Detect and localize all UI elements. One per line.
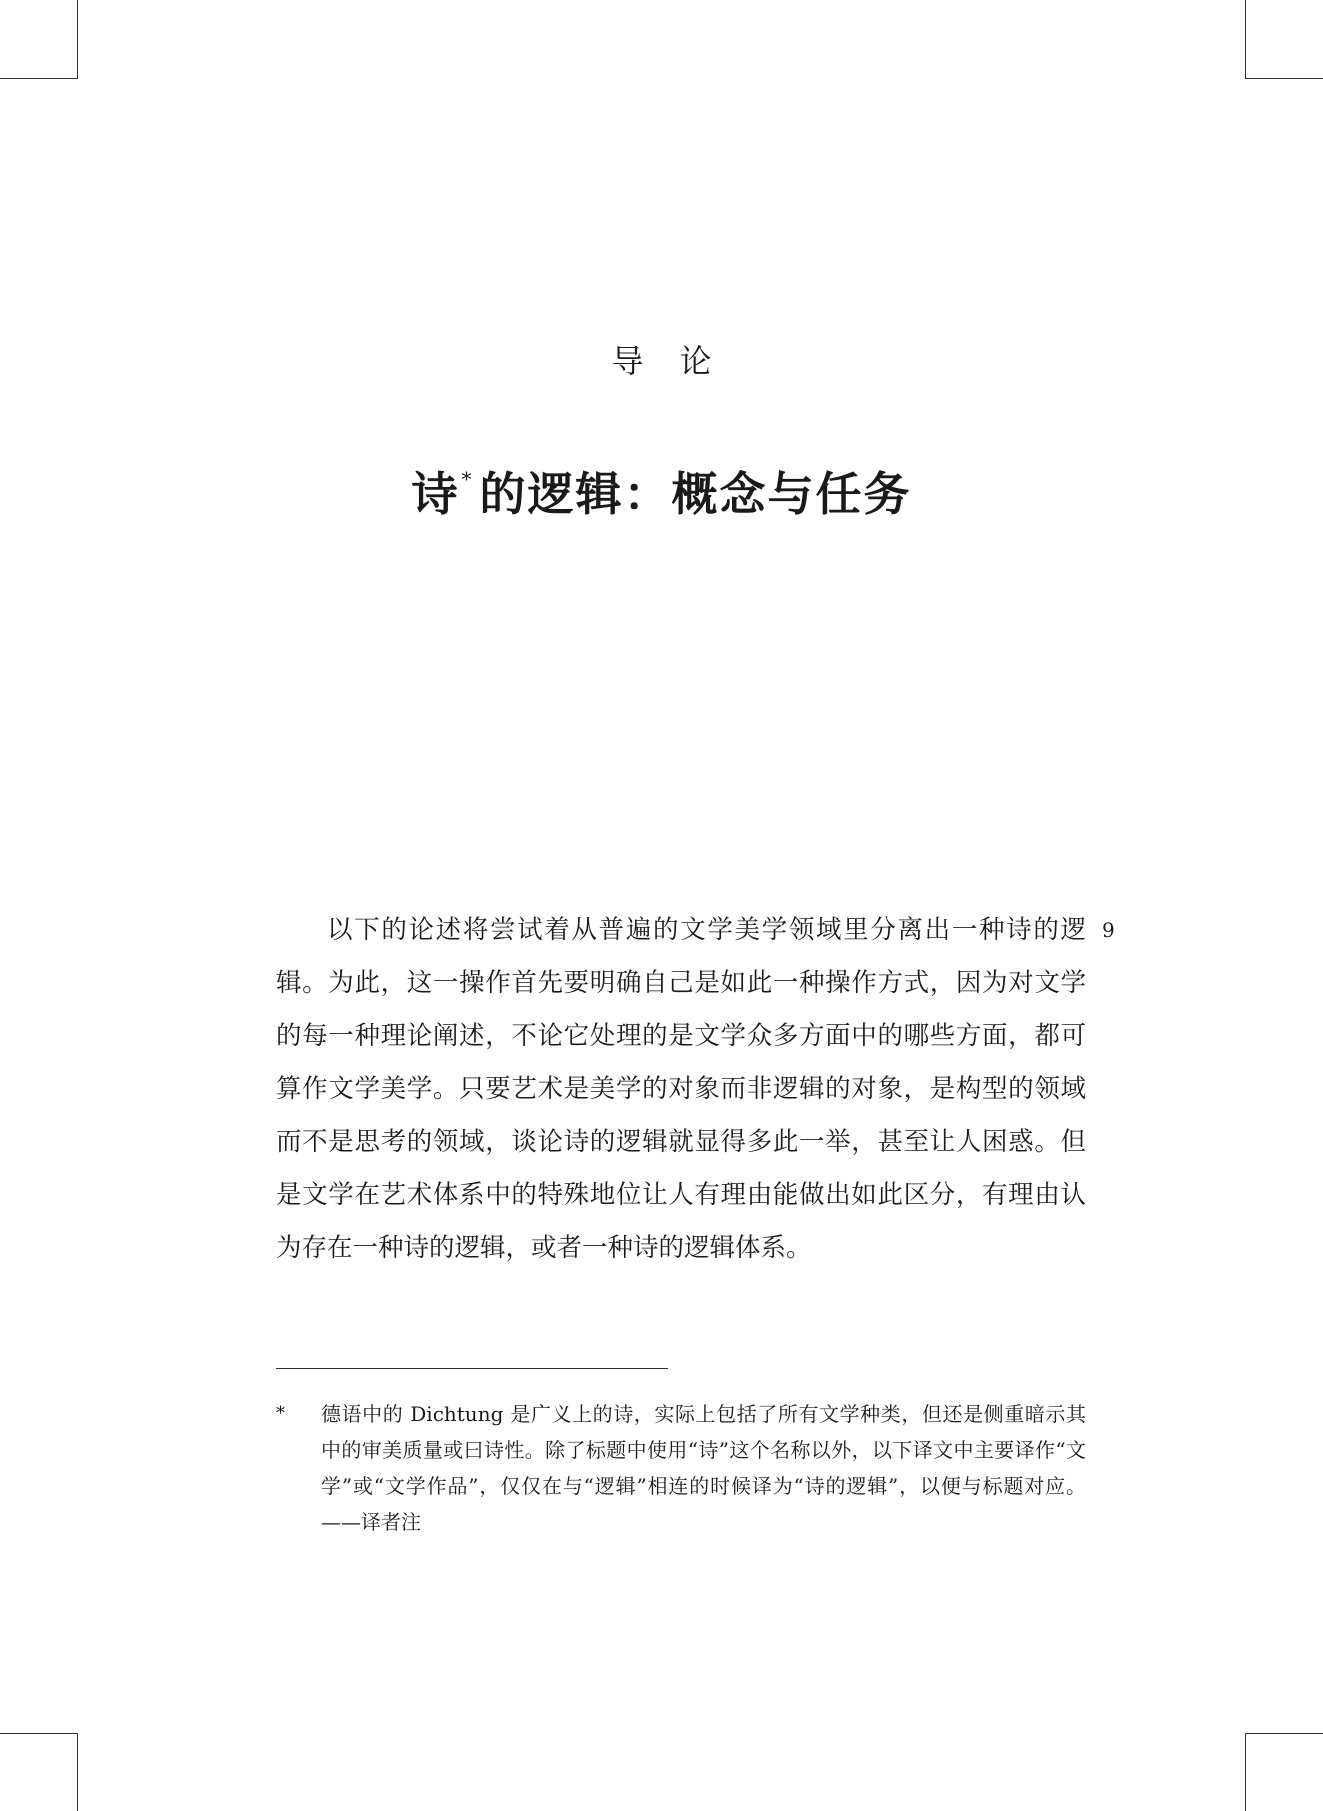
footnote — [276, 1396, 1086, 1540]
crop-mark-bottom-left-horizontal — [0, 1733, 78, 1734]
crop-mark-bottom-right-horizontal — [1245, 1733, 1323, 1734]
chapter-title-post: 的逻辑：概念与任务 — [479, 467, 912, 521]
crop-mark-top-right-vertical — [1245, 0, 1246, 78]
footnote-marker: * — [276, 1403, 285, 1424]
crop-mark-top-left-vertical — [77, 0, 78, 78]
footnote-reference-marker: * — [461, 467, 474, 491]
section-label: 导论 — [611, 342, 748, 380]
body-paragraph: 以下的论述将尝试着从普遍的文学美学领域里分离出一种诗的逻辑。为此，这一操作首先要明确自己是如此一种操作方式，因为对文学的每一种理论阐述，不论它处理的是文学众多方面中的哪些方面，都可算作文学美学。只要艺术是美学的对象而非逻辑的对象，是构型的领域而不是思考的领域，谈论诗的逻辑就显得多此一举，甚至让人困惑。但是文学在艺术体系中的特殊地位让人有理由能做出如此区分，有理由认为存在一种诗的逻辑，或者一种诗的逻辑体系。 — [276, 915, 1086, 1263]
chapter-title — [0, 458, 1323, 524]
chapter-title-pre: 诗 — [411, 467, 460, 521]
footnote-text: 德语中的 Dichtung 是广义上的诗，实际上包括了所有文学种类，但还是侧重暗示其中的审美质量或曰诗性。除了标题中使用“诗”这个名称以外，以下译文中主要译作“文学”或“文学作品”，仅仅在与“逻辑”相连的时候译为“诗的逻辑”，以便与标题对应。——译者注 — [321, 1402, 1086, 1534]
crop-mark-top-left-horizontal — [0, 78, 78, 79]
margin-page-number: 9 — [1102, 918, 1115, 942]
crop-mark-bottom-left-vertical — [77, 1733, 78, 1811]
crop-mark-top-right-horizontal — [1245, 78, 1323, 79]
crop-mark-bottom-right-vertical — [1245, 1733, 1246, 1811]
footnote-divider — [276, 1368, 668, 1369]
